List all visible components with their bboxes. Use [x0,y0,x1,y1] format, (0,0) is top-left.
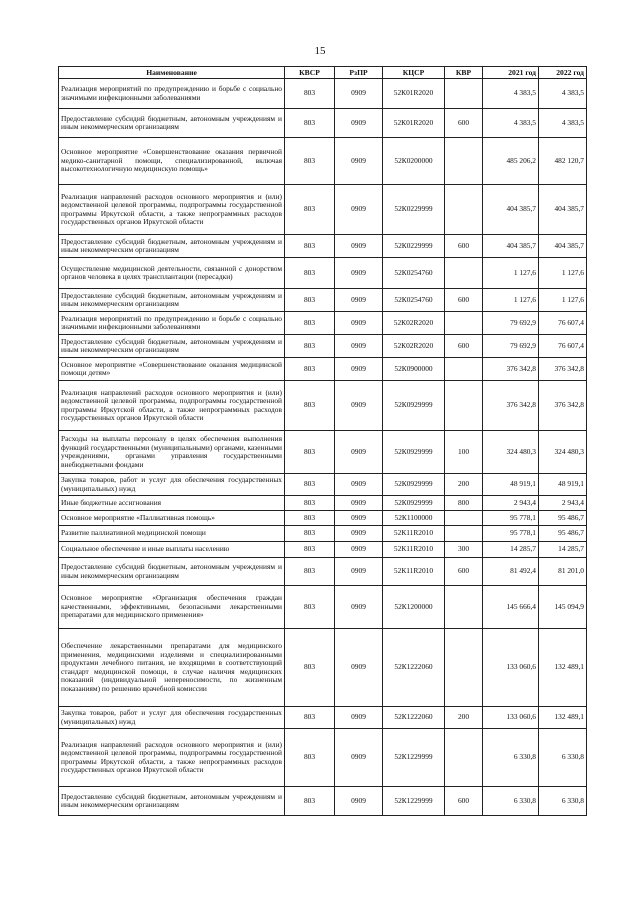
cell-kcsr: 52К1229999 [383,729,445,787]
cell-kvsr: 803 [285,431,335,474]
cell-name: Развитие паллиативной медицинской помощи [59,526,285,542]
cell-2021: 79 692,9 [483,312,539,335]
cell-2022: 4 383,5 [539,109,587,138]
cell-kvsr: 803 [285,629,335,707]
cell-kcsr: 52К0254760 [383,258,445,289]
cell-kcsr: 52К0200000 [383,138,445,185]
cell-2022: 324 480,3 [539,431,587,474]
cell-rzpr: 0909 [335,312,383,335]
cell-kcsr: 52К11R2010 [383,558,445,586]
cell-kvr [445,381,483,431]
cell-rzpr: 0909 [335,79,383,109]
cell-kvr [445,629,483,707]
cell-2021: 485 206,2 [483,138,539,185]
cell-rzpr: 0909 [335,235,383,258]
cell-kcsr: 52К0254760 [383,289,445,312]
cell-name: Обеспечение лекарственными препаратами для медицинского применения, медицинскими изделиями и специализированными продуктами лечебного питания, не входящими в соответствующий стандарт медицинской помощи, в случае наличия медицинских показаний (индивидуальной непереносимости, по жизненным показаниям) по решению врачебной комиссии [59,629,285,707]
table-body [59,79,587,816]
cell-2021: 14 285,7 [483,542,539,558]
cell-2022: 6 330,8 [539,787,587,816]
cell-kvr [445,258,483,289]
cell-kvsr: 803 [285,787,335,816]
cell-kcsr: 52К1100000 [383,511,445,526]
cell-kvsr: 803 [285,542,335,558]
cell-rzpr: 0909 [335,381,383,431]
cell-2021: 6 330,8 [483,729,539,787]
cell-rzpr: 0909 [335,707,383,729]
cell-2021: 4 383,5 [483,109,539,138]
cell-2021: 1 127,6 [483,258,539,289]
cell-2021: 324 480,3 [483,431,539,474]
table-row [59,335,587,358]
cell-name: Иные бюджетные ассигнования [59,496,285,511]
cell-2021: 133 060,6 [483,629,539,707]
table-row [59,526,587,542]
cell-2021: 404 385,7 [483,235,539,258]
cell-kcsr: 52К0900000 [383,358,445,381]
cell-2021: 404 385,7 [483,185,539,235]
cell-kvr [445,586,483,629]
cell-kvr: 600 [445,335,483,358]
cell-2022: 6 330,8 [539,729,587,787]
cell-rzpr: 0909 [335,496,383,511]
cell-kvr [445,526,483,542]
table-row [59,235,587,258]
budget-table [58,66,587,816]
cell-kvr: 200 [445,707,483,729]
cell-kcsr: 52К02R2020 [383,335,445,358]
cell-kvsr: 803 [285,258,335,289]
cell-2022: 14 285,7 [539,542,587,558]
cell-2022: 404 385,7 [539,185,587,235]
table-row [59,629,587,707]
table-row [59,729,587,787]
cell-rzpr: 0909 [335,474,383,496]
table-row [59,511,587,526]
cell-2021: 6 330,8 [483,787,539,816]
cell-kcsr: 52К11R2010 [383,526,445,542]
cell-kvsr: 803 [285,707,335,729]
cell-name: Предоставление субсидий бюджетным, автономным учреждениям и иным некоммерческим организациям [59,235,285,258]
cell-2022: 81 201,0 [539,558,587,586]
cell-2021: 2 943,4 [483,496,539,511]
header-kvsr: КВСР [285,67,335,79]
cell-2021: 95 778,1 [483,511,539,526]
cell-2021: 4 383,5 [483,79,539,109]
cell-2022: 76 607,4 [539,312,587,335]
cell-rzpr: 0909 [335,542,383,558]
cell-2022: 95 486,7 [539,511,587,526]
cell-2021: 145 666,4 [483,586,539,629]
table-row [59,496,587,511]
cell-kcsr: 52К0229999 [383,185,445,235]
cell-name: Реализация мероприятий по предупреждению и борьбе с социально значимыми инфекционными заболеваниями [59,79,285,109]
cell-kcsr: 52К01R2020 [383,109,445,138]
cell-kvr: 600 [445,289,483,312]
header-kvr: КВР [445,67,483,79]
cell-kvsr: 803 [285,474,335,496]
cell-2022: 4 383,5 [539,79,587,109]
table-row [59,707,587,729]
cell-2022: 95 486,7 [539,526,587,542]
cell-rzpr: 0909 [335,185,383,235]
cell-name: Закупка товаров, работ и услуг для обеспечения государственных (муниципальных) нужд [59,707,285,729]
cell-2021: 1 127,6 [483,289,539,312]
cell-rzpr: 0909 [335,358,383,381]
page-number: 15 [314,45,326,57]
cell-kvsr: 803 [285,381,335,431]
cell-2022: 145 094,9 [539,586,587,629]
cell-kcsr: 52К0929999 [383,474,445,496]
cell-kvsr: 803 [285,335,335,358]
cell-rzpr: 0909 [335,586,383,629]
header-kcsr: КЦСР [383,67,445,79]
cell-kvsr: 803 [285,586,335,629]
table-row [59,358,587,381]
cell-kvr: 600 [445,109,483,138]
cell-kcsr: 52К0929999 [383,496,445,511]
cell-kvr: 600 [445,787,483,816]
cell-kvr [445,185,483,235]
cell-rzpr: 0909 [335,138,383,185]
cell-kcsr: 52К01R2020 [383,79,445,109]
cell-name: Закупка товаров, работ и услуг для обеспечения государственных (муниципальных) нужд [59,474,285,496]
cell-rzpr: 0909 [335,289,383,312]
cell-name: Основное мероприятие «Паллиативная помощь» [59,511,285,526]
cell-rzpr: 0909 [335,258,383,289]
cell-kvsr: 803 [285,79,335,109]
table-row [59,312,587,335]
cell-rzpr: 0909 [335,526,383,542]
table-row [59,258,587,289]
cell-2022: 48 919,1 [539,474,587,496]
cell-kvr [445,312,483,335]
cell-kcsr: 52К0929999 [383,431,445,474]
header-year-2021: 2021 год [483,67,539,79]
cell-2022: 76 607,4 [539,335,587,358]
cell-rzpr: 0909 [335,109,383,138]
cell-name: Предоставление субсидий бюджетным, автономным учреждениям и иным некоммерческим организациям [59,109,285,138]
cell-rzpr: 0909 [335,787,383,816]
table-row [59,431,587,474]
cell-kcsr: 52К1200000 [383,586,445,629]
cell-rzpr: 0909 [335,558,383,586]
header-rzpr: РзПР [335,67,383,79]
cell-2021: 376 342,8 [483,381,539,431]
cell-2022: 1 127,6 [539,258,587,289]
table-row [59,138,587,185]
cell-rzpr: 0909 [335,511,383,526]
cell-rzpr: 0909 [335,431,383,474]
cell-kvr [445,79,483,109]
cell-2021: 95 778,1 [483,526,539,542]
cell-name: Социальное обеспечение и иные выплаты населению [59,542,285,558]
cell-kvsr: 803 [285,235,335,258]
header-year-2022: 2022 год [539,67,587,79]
cell-name: Предоставление субсидий бюджетным, автономным учреждениям и иным некоммерческим организациям [59,558,285,586]
cell-2022: 2 943,4 [539,496,587,511]
cell-2022: 404 385,7 [539,235,587,258]
cell-kvsr: 803 [285,358,335,381]
table-row [59,381,587,431]
cell-kvsr: 803 [285,289,335,312]
cell-kvsr: 803 [285,138,335,185]
cell-name: Предоставление субсидий бюджетным, автономным учреждениям и иным некоммерческим организациям [59,289,285,312]
table-row [59,787,587,816]
cell-name: Реализация направлений расходов основного мероприятия и (или) ведомственной целевой программы, подпрограммы государственной программы Иркутской области, а также непрограммных расходов государственных органов Иркутской области [59,729,285,787]
cell-kvsr: 803 [285,109,335,138]
cell-rzpr: 0909 [335,729,383,787]
cell-name: Предоставление субсидий бюджетным, автономным учреждениям и иным некоммерческим организациям [59,787,285,816]
cell-kvsr: 803 [285,511,335,526]
cell-kcsr: 52К02R2020 [383,312,445,335]
cell-name: Осуществление медицинской деятельности, связанной с донорством органов человека в целях трансплантации (пересадки) [59,258,285,289]
table-row [59,289,587,312]
cell-name: Расходы на выплаты персоналу в целях обеспечения выполнения функций государственными (муниципальными) органами, казенными учреждениями, органами управления государственными внебюджетными фондами [59,431,285,474]
cell-kvr: 600 [445,235,483,258]
cell-2022: 132 489,1 [539,629,587,707]
cell-kvsr: 803 [285,558,335,586]
cell-2022: 1 127,6 [539,289,587,312]
cell-kvr [445,511,483,526]
cell-name: Основное мероприятие «Совершенствование оказания первичной медико-санитарной помощи, специализированной, включая высокотехнологичную медицинскую помощь» [59,138,285,185]
cell-name: Реализация направлений расходов основного мероприятия и (или) ведомственной целевой программы, подпрограммы государственной программы Иркутской области, а также непрограммных расходов государственных органов Иркутской области [59,185,285,235]
cell-kcsr: 52К0929999 [383,381,445,431]
cell-name: Реализация мероприятий по предупреждению и борьбе с социально значимыми инфекционными заболеваниями [59,312,285,335]
table-row [59,542,587,558]
cell-2021: 48 919,1 [483,474,539,496]
cell-rzpr: 0909 [335,629,383,707]
cell-kcsr: 52К1222060 [383,629,445,707]
cell-2021: 79 692,9 [483,335,539,358]
cell-kvsr: 803 [285,526,335,542]
cell-kvr [445,729,483,787]
cell-2021: 376 342,8 [483,358,539,381]
cell-name: Предоставление субсидий бюджетным, автономным учреждениям и иным некоммерческим организациям [59,335,285,358]
table-row [59,558,587,586]
cell-2022: 482 120,7 [539,138,587,185]
cell-name: Реализация направлений расходов основного мероприятия и (или) ведомственной целевой программы, подпрограммы государственной программы Иркутской области, а также непрограммных расходов государственных органов Иркутской области [59,381,285,431]
cell-kvr [445,358,483,381]
cell-kvsr: 803 [285,312,335,335]
cell-kvr: 800 [445,496,483,511]
cell-kcsr: 52К1222060 [383,707,445,729]
table-row [59,474,587,496]
cell-name: Основное мероприятие «Организация обеспечения граждан качественными, эффективными, безопасными лекарственными препаратами для медицинского применения» [59,586,285,629]
cell-kvsr: 803 [285,496,335,511]
cell-2021: 81 492,4 [483,558,539,586]
header-name: Наименование [59,67,285,79]
cell-2021: 133 060,6 [483,707,539,729]
table-row [59,586,587,629]
table-row [59,79,587,109]
cell-2022: 376 342,8 [539,381,587,431]
cell-name: Основное мероприятие «Совершенствование оказания медицинской помощи детям» [59,358,285,381]
table-row [59,109,587,138]
cell-kvsr: 803 [285,185,335,235]
cell-kvr: 200 [445,474,483,496]
table-row [59,185,587,235]
cell-rzpr: 0909 [335,335,383,358]
cell-kvr: 300 [445,542,483,558]
table-header-row [59,67,587,79]
cell-kvsr: 803 [285,729,335,787]
cell-kvr [445,138,483,185]
cell-2022: 132 489,1 [539,707,587,729]
cell-kcsr: 52К1229999 [383,787,445,816]
cell-kcsr: 52К0229999 [383,235,445,258]
cell-kcsr: 52К11R2010 [383,542,445,558]
cell-kvr: 600 [445,558,483,586]
cell-2022: 376 342,8 [539,358,587,381]
cell-kvr: 100 [445,431,483,474]
